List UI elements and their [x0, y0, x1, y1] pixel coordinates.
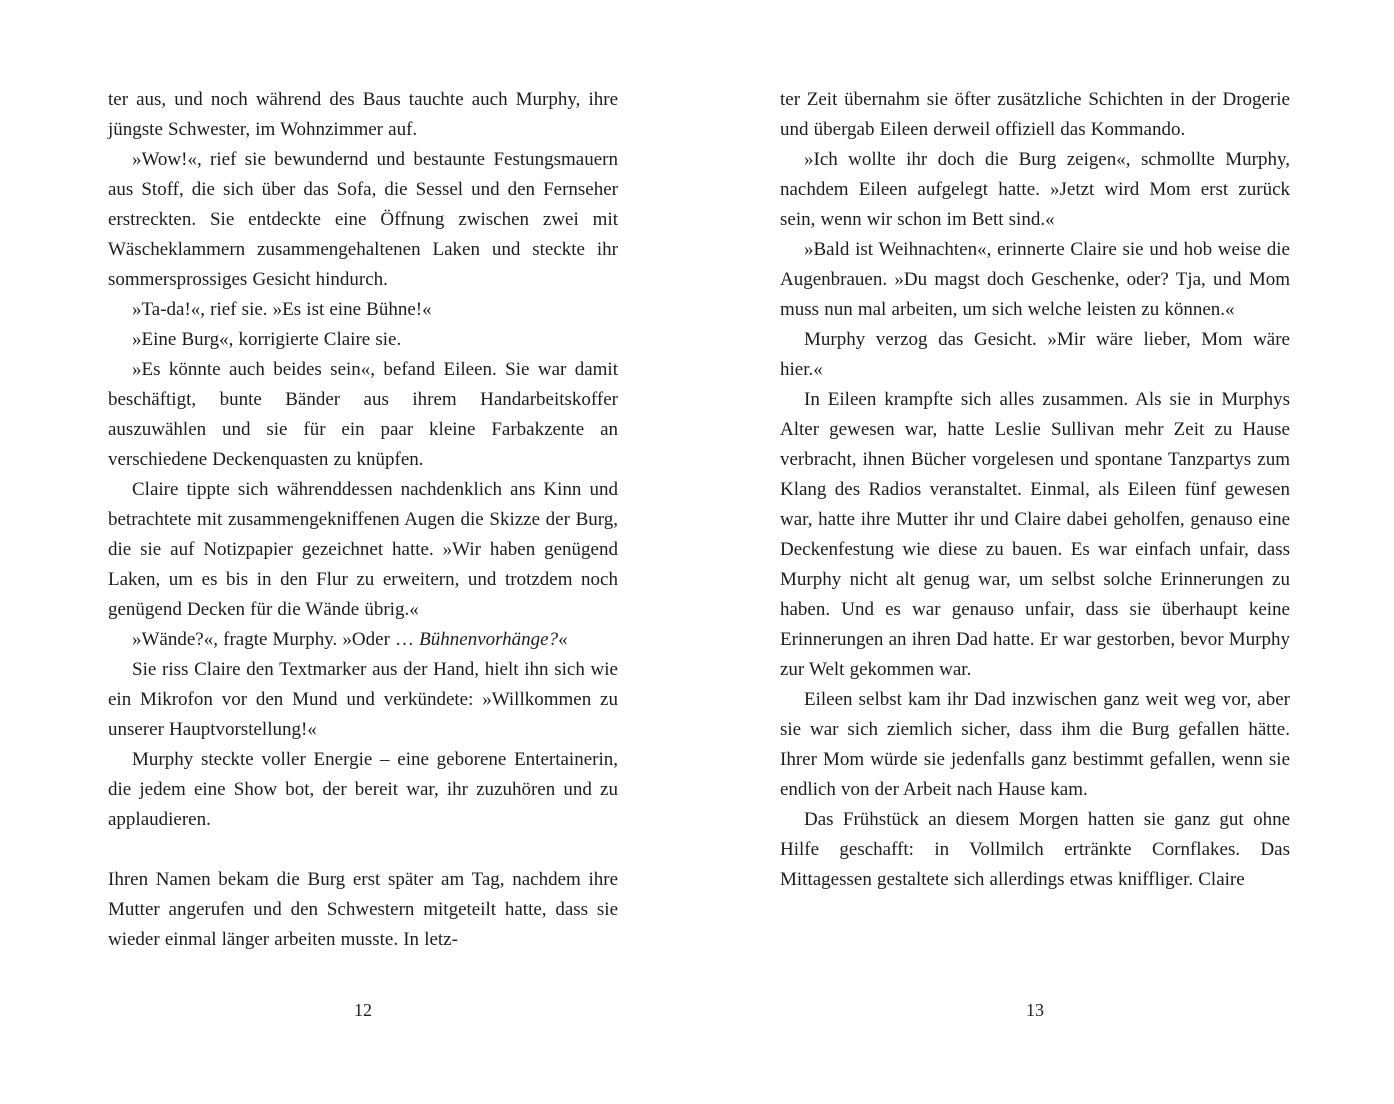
paragraph — [108, 355, 618, 475]
text-run: Eileen selbst kam ihr Dad inzwischen ganz weit weg vor, aber sie war sich ziemlich sicher, dass ihm die Burg gefallen hätte. Ihrer Mom würde sie jedenfalls ganz bestimmt gefallen, wenn sie endlich von der Arbeit nach Hause kam. — [780, 689, 1290, 800]
page-number-right: 13 — [1026, 1000, 1044, 1020]
paragraph — [108, 625, 618, 655]
paragraph — [780, 685, 1290, 805]
paragraph — [108, 865, 618, 955]
page-left — [108, 85, 618, 1025]
text-run: »Eine Burg«, korrigierte Claire sie. — [132, 329, 402, 350]
text-run: Ihren Namen bekam die Burg erst später am Tag, nachdem ihre Mutter angerufen und den Schwestern mitgeteilt hatte, dass sie wieder einmal länger arbeiten musste. In letz- — [108, 869, 618, 950]
paragraph — [108, 475, 618, 625]
text-run: In Eileen krampfte sich alles zusammen. Als sie in Murphys Alter gewesen war, hatte Leslie Sullivan mehr Zeit zu Hause verbracht, ihnen Bücher vorgelesen und spontane Tanzpartys zum Klang des Radios veranstaltet. Einmal, als Eileen fünf gewesen war, hatte ihre Mutter ihr und Claire dabei geholfen, genauso eine Deckenfestung wie diese zu bauen. Es war einfach unfair, dass Murphy nicht alt genug war, um selbst solche Erinnerungen zu haben. Und es war genauso unfair, dass sie überhaupt keine Erinnerungen an ihren Dad hatte. Er war gestorben, bevor Murphy zur Welt gekommen war. — [780, 389, 1290, 680]
text-run: ter aus, und noch während des Baus tauchte auch Murphy, ihre jüngste Schwester, im Wohnzimmer auf. — [108, 89, 618, 140]
paragraph — [780, 235, 1290, 325]
paragraph — [108, 745, 618, 835]
text-run: « — [558, 629, 568, 650]
page-number-left: 12 — [354, 1000, 372, 1020]
text-run: »Wow!«, rief sie bewundernd und bestaunte Festungsmauern aus Stoff, die sich über das Sofa, die Sessel und den Fernseher erstreckten. Sie entdeckte eine Öffnung zwischen zwei mit Wäscheklammern zusammengehaltenen Laken und steckte ihr sommersprossiges Gesicht hindurch. — [108, 149, 618, 290]
text-run: »Ta-da!«, rief sie. »Es ist eine Bühne!« — [132, 299, 432, 320]
text-run: Claire tippte sich währenddessen nachdenklich ans Kinn und betrachtete mit zusammengekniffenen Augen die Skizze der Burg, die sie auf Notizpapier gezeichnet hatte. »Wir haben genügend Laken, um es bis in den Flur zu erweitern, und trotzdem noch genügend Decken für die Wände übrig.« — [108, 479, 618, 620]
text-run: Murphy verzog das Gesicht. »Mir wäre lieber, Mom wäre hier.« — [780, 329, 1290, 380]
page-right — [780, 85, 1290, 1025]
paragraph — [108, 85, 618, 145]
text-run: ter Zeit übernahm sie öfter zusätzliche Schichten in der Drogerie und übergab Eileen derweil offiziell das Kommando. — [780, 89, 1290, 140]
paragraph — [780, 145, 1290, 235]
paragraph — [108, 295, 618, 325]
text-run: »Ich wollte ihr doch die Burg zeigen«, schmollte Murphy, nachdem Eileen aufgelegt hatte. »Jetzt wird Mom erst zurück sein, wenn wir schon im Bett sind.« — [780, 149, 1290, 230]
text-run: Murphy steckte voller Energie – eine geborene Entertainerin, die jedem eine Show bot, der bereit war, ihr zuzuhören und zu applaudieren. — [108, 749, 618, 830]
text-run: »Wände?«, fragte Murphy. »Oder … — [132, 629, 420, 650]
paragraph — [780, 805, 1290, 895]
paragraph — [108, 145, 618, 295]
page-right-text — [780, 85, 1290, 895]
paragraph — [780, 85, 1290, 145]
text-run: Sie riss Claire den Textmarker aus der Hand, hielt ihn sich wie ein Mikrofon vor den Mund und verkündete: »Willkommen zu unserer Hauptvorstellung!« — [108, 659, 618, 740]
text-run: »Bald ist Weihnachten«, erinnerte Claire sie und hob weise die Augenbrauen. »Du magst doch Geschenke, oder? Tja, und Mom muss nun mal arbeiten, um sich welche leisten zu können.« — [780, 239, 1290, 320]
italic-text-run: Bühnenvorhänge? — [419, 629, 559, 650]
paragraph — [108, 325, 618, 355]
text-run: »Es könnte auch beides sein«, befand Eileen. Sie war damit beschäftigt, bunte Bänder aus ihrem Handarbeitskoffer auszuwählen und sie für ein paar kleine Farbakzente an verschiedene Deckenquasten zu knüpfen. — [108, 359, 618, 470]
paragraph — [108, 655, 618, 745]
text-run: Das Frühstück an diesem Morgen hatten sie ganz gut ohne Hilfe geschafft: in Vollmilch ertränkte Cornflakes. Das Mittagessen gestaltete sich allerdings etwas kniffliger. Claire — [780, 809, 1290, 890]
paragraph — [780, 385, 1290, 685]
page-left-text — [108, 85, 618, 955]
paragraph — [780, 325, 1290, 385]
